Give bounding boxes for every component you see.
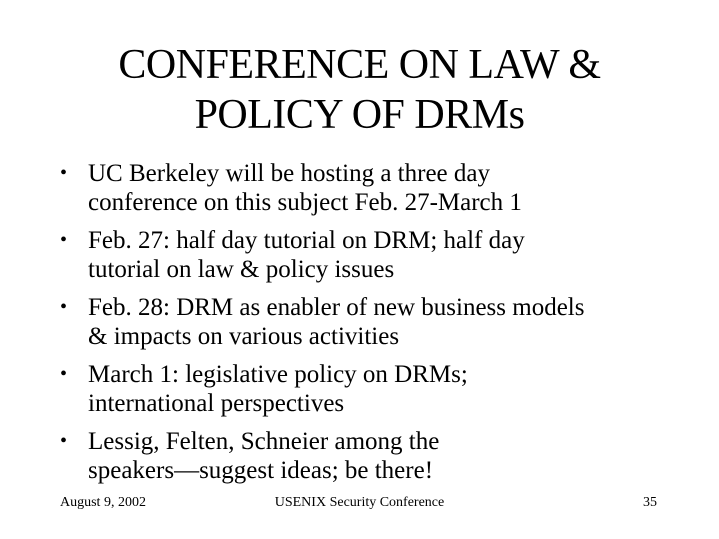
bullet-icon: • <box>60 229 68 251</box>
bullet-line: conference on this subject Feb. 27-March 1 <box>88 189 522 216</box>
bullet-line: international perspectives <box>88 390 345 417</box>
bullet-text <box>88 226 700 284</box>
bullet-line: Feb. 28: DRM as enabler of new business models <box>88 294 585 321</box>
bullet-line: March 1: legislative policy on DRMs; <box>88 361 468 388</box>
bullet-text <box>88 427 700 485</box>
slide-title-line: CONFERENCE ON LAW & <box>118 42 601 88</box>
slide-title-line: POLICY OF DRMs <box>194 92 525 138</box>
bullet-line: & impacts on various activities <box>88 323 400 350</box>
bullet-item <box>60 293 700 351</box>
bullet-line: UC Berkeley will be hosting a three day <box>88 160 490 187</box>
bullet-icon: • <box>60 430 68 452</box>
bullet-item <box>60 159 700 217</box>
bullet-text <box>88 360 700 418</box>
footer-date: August 9, 2002 <box>60 495 146 510</box>
footer-page-number: 35 <box>643 495 657 510</box>
bullet-icon: • <box>60 363 68 385</box>
bullet-text <box>88 293 700 351</box>
bullet-line: Feb. 27: half day tutorial on DRM; half day <box>88 227 525 254</box>
bullet-item <box>60 226 700 284</box>
bullet-text <box>88 159 700 217</box>
slide-title <box>0 40 719 140</box>
footer-event: USENIX Security Conference <box>274 495 445 510</box>
bullet-line: Lessig, Felten, Schneier among the <box>88 428 440 455</box>
bullet-list <box>60 159 700 494</box>
bullet-icon: • <box>60 296 68 318</box>
bullet-item <box>60 360 700 418</box>
bullet-line: speakers—suggest ideas; be there! <box>88 457 434 484</box>
bullet-line: tutorial on law & policy issues <box>88 256 395 283</box>
bullet-icon: • <box>60 162 68 184</box>
bullet-item <box>60 427 700 485</box>
